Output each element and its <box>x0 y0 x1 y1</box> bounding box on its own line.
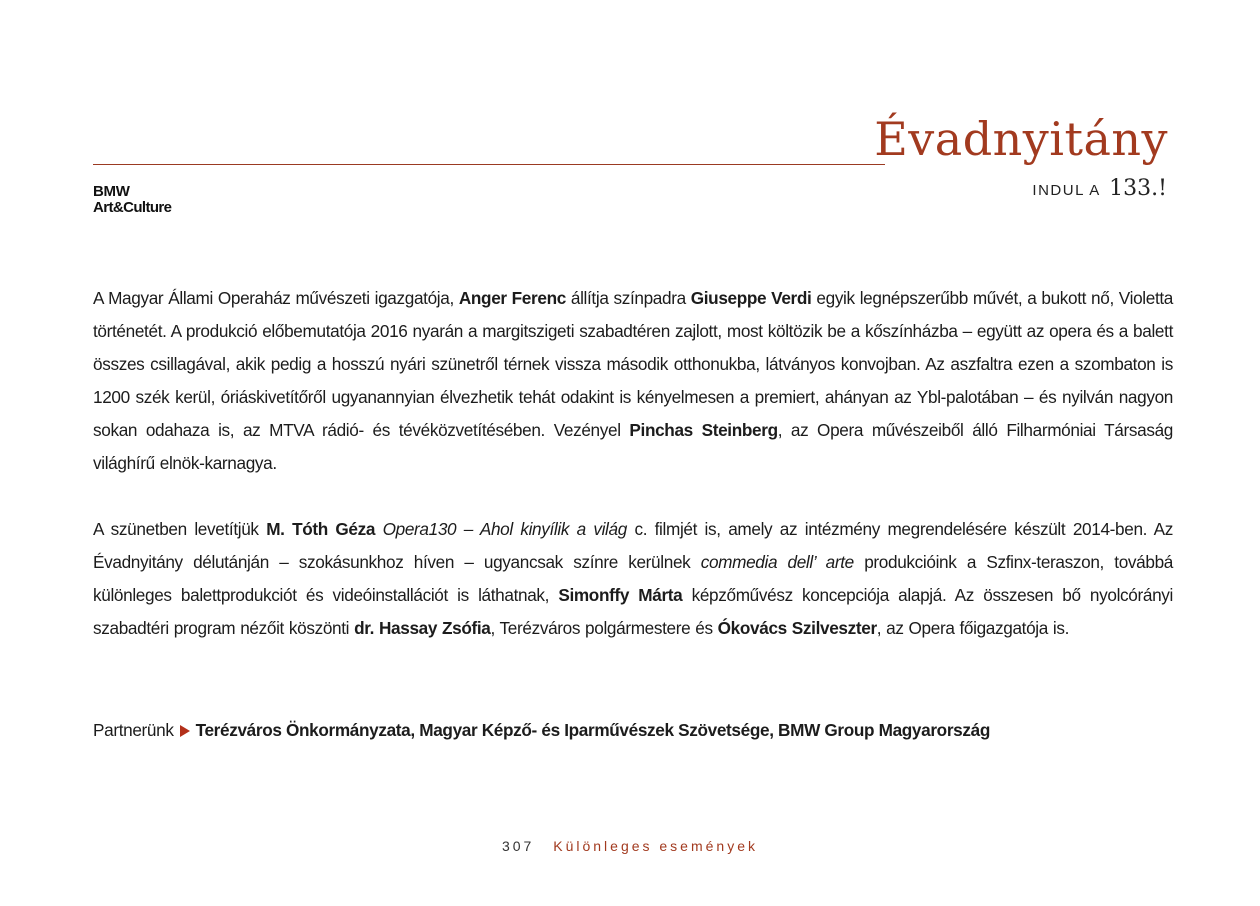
text-run: , az Opera főigazgatója is. <box>876 618 1070 638</box>
partners-line <box>93 714 990 747</box>
text-run: c. filmjét is, amely az intézmény megrendelésére készült 2014-ben. Az Évadnyitány délutánján – szokásunkhoz híven – ugyancsak színre kerülnek <box>93 519 1173 572</box>
section-name: Különleges események <box>553 838 758 854</box>
logo-line-art-culture: Art&Culture <box>93 198 172 216</box>
person-name: Anger Ferenc <box>458 288 566 308</box>
paragraph-2 <box>93 513 1173 645</box>
paragraph-1 <box>93 282 1173 480</box>
page-footer <box>0 838 1260 854</box>
text-run: , Terézváros polgármestere és <box>490 618 718 638</box>
text-run: képzőművész koncepciója alapjá. Az összesen bő nyolcórányi szabadtéri program nézőit köszönti <box>93 585 1173 638</box>
text-run: , az Opera művészeiből álló Filharmóniai Társaság világhírű elnök-karnagya. <box>93 420 1173 473</box>
partners-names: Terézváros Önkormányzata, Magyar Képző- és Iparművészek Szövetsége, BMW Group Magyarország <box>195 720 990 740</box>
page-number: 307 <box>501 838 535 854</box>
text-run: A szünetben levetítjük <box>93 519 267 539</box>
text-run: egyik legnépszerűbb művét, a bukott nő, Violetta történetét. A produkció előbemutatója 2016 nyarán a margitszigeti szabadtéren zajlott, most költözik be a kőszínházba – együtt az opera és a balett összes csillagával, akik pedig a hosszú nyári szünetről térnek vissza második otthonukba, látványos konvojban. Az aszfaltra ezen a szombaton is 1200 szék kerül, óriáskivetítőről ugyanannyian élvezhetik tehát odakint is kényelmesen a premiert, ahányan az Ybl-palotában – és nyilván nagyon sokan odahaza is, az MTVA rádió- és tévéközvetítésében. Vezényel <box>93 288 1174 440</box>
person-name: Simonffy Márta <box>558 585 683 605</box>
article-body <box>93 282 1173 678</box>
text-run <box>375 519 383 539</box>
header-rule <box>93 164 885 165</box>
subtitle-text: INDUL A <box>1032 182 1101 199</box>
person-name: dr. Hassay Zsófia <box>354 618 491 638</box>
text-run: állítja színpadra <box>565 288 691 308</box>
person-name: M. Tóth Géza <box>266 519 376 539</box>
triangle-arrow-icon <box>180 725 190 737</box>
page-title: Évadnyitány <box>874 112 1168 166</box>
bmw-art-culture-logo <box>93 184 171 216</box>
person-name: Ókovács Szilveszter <box>717 618 877 638</box>
film-title: Opera130 – Ahol kinyílik a világ <box>382 519 627 539</box>
genre-term: commedia dell’ arte <box>700 552 854 572</box>
text-run: A Magyar Állami Operaház művészeti igazgatója, <box>93 288 459 308</box>
page-subtitle <box>1032 176 1167 201</box>
logo-line-bmw: BMW <box>93 183 130 200</box>
person-name: Giuseppe Verdi <box>690 288 812 308</box>
partners-label: Partnerünk <box>93 720 174 740</box>
text-run: produkcióink a Szfinx-teraszon, továbbá különleges balettprodukciót és videóinstallációt is láthatnak, <box>93 552 1173 605</box>
person-name: Pinchas Steinberg <box>629 420 778 440</box>
subtitle-number: 133.! <box>1109 176 1167 201</box>
